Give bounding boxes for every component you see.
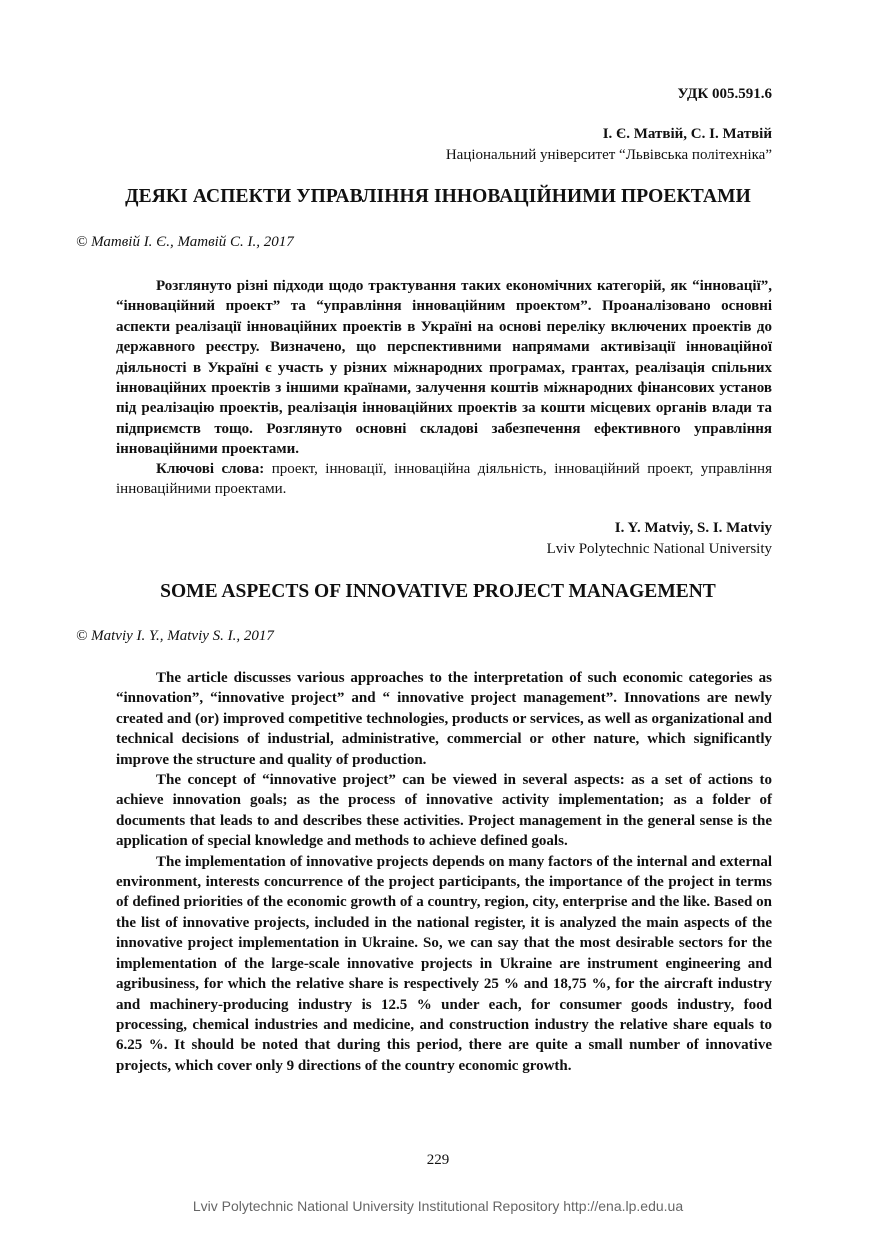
abstract-en-paragraph-1: The article discusses various approaches to the interpretation of such economic categories as “innovation”, “innovative project” and “ innovative project management”. Innovations are newly created and (or) improved competitive technologies, products or services, as well as organizational and technical decisions of industrial, administrative, commercial or other nature, which significantly improve the structure and quality of production.	[116, 670, 772, 768]
abstract-en-paragraph-2: The concept of “innovative project” can be viewed in several aspects: as a set of actions to achieve innovation goals; as the process of innovative activity implementation; as a folder of documents that leads to and describes these activities. Project management in the general sense is the application of special knowledge and methods to achieve defined goals.	[116, 772, 772, 850]
authors-en: I. Y. Matviy, S. I. Matviy	[614, 520, 772, 536]
keywords-label-uk: Ключові слова:	[156, 461, 265, 477]
keywords-uk	[116, 459, 772, 500]
affiliation-en: Lviv Polytechnic National University	[546, 541, 772, 557]
abstract-uk	[116, 276, 772, 460]
page-number: 229	[426, 1152, 450, 1168]
authors-uk: І. Є. Матвій, С. І. Матвій	[602, 126, 772, 142]
abstract-en	[116, 668, 772, 1076]
udk-code: УДК 005.591.6	[677, 86, 772, 102]
title-en: SOME ASPECTS OF INNOVATIVE PROJECT MANAGEMENT	[160, 581, 716, 602]
title-uk: ДЕЯКІ АСПЕКТИ УПРАВЛІННЯ ІННОВАЦІЙНИМИ ПРОЕКТАМИ	[125, 186, 751, 207]
copyright-uk: © Матвій І. Є., Матвій С. І., 2017	[76, 234, 294, 250]
keywords-text-uk: проект, інновації, інноваційна діяльність, інноваційний проект, управління інноваційними проектами.	[116, 461, 772, 498]
abstract-uk-paragraph: Розглянуто різні підходи щодо трактування таких економічних категорій, як “інновації”, “інноваційний проект” та “управління інноваційним проектом”. Проаналізовано основні аспекти реалізації інноваційних проектів в Україні на основі переліку включених проектів до державного реєстру. Визначено, що перспективними напрямами активізації інноваційної діяльності в Україні є участь у різних міжнародних програмах, грантах, реалізація спільних інноваційних проектів з іншими країнами, залучення коштів міжнародних фінансових установ під реалізацію проектів, реалізація інноваційних проектів за кошти місцевих органів влади та підприємств тощо. Розглянуто основні складові забезпечення ефективного управління інноваційними проектами.	[116, 278, 772, 458]
affiliation-uk: Національний університет “Львівська політехніка”	[445, 147, 772, 163]
copyright-en: © Matviy I. Y., Matviy S. I., 2017	[76, 628, 274, 644]
repository-footer: Lviv Polytechnic National University Institutional Repository http://ena.lp.edu.ua	[192, 1198, 684, 1214]
abstract-en-paragraph-3: The implementation of innovative projects depends on many factors of the internal and external environment, interests concurrence of the project participants, the importance of the project in terms of defined priorities of the economic growth of a country, region, city, enterprise and the like. Based on the list of innovative projects, included in the national register, it is analyzed the main aspects of the innovative project implementation in Ukraine. So, we can say that the most desirable sectors for the implementation of the large-scale innovative projects in Ukraine are instrument engineering and agribusiness, for which the relative share is respectively 25 % and 18,75 %, for the aircraft industry and machinery-producing industry is 12.5 % under each, for consumer goods industry, food processing, chemical industries and medicine, and construction industry the relative share equals to 6.25 %. It should be noted that during this period, there are quite a small number of innovative projects, which cover only 9 directions of the country economic growth.	[116, 853, 772, 1074]
